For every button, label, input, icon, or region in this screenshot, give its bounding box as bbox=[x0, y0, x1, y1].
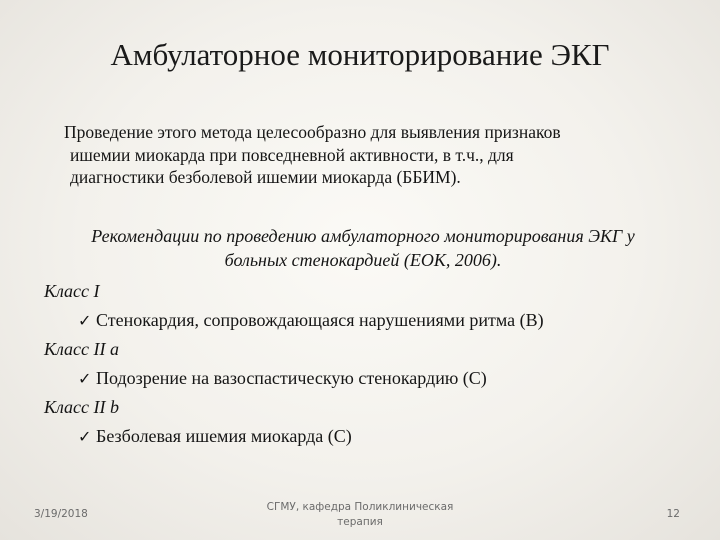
recommendation-line: Рекомендации по проведению амбулаторного мониторирования ЭКГ у bbox=[91, 226, 635, 246]
class-item bbox=[44, 422, 684, 451]
checkmark-icon: ✓ bbox=[78, 369, 92, 388]
class-item bbox=[44, 364, 684, 393]
class-label: Класс I bbox=[44, 281, 100, 301]
class-item bbox=[44, 306, 684, 335]
class-item-text: Безболевая ишемия миокарда (С) bbox=[96, 426, 352, 446]
class-item-text: Стенокардия, сопровождающаяся нарушениями ритма (В) bbox=[96, 310, 544, 330]
class-label: Класс II a bbox=[44, 339, 119, 359]
class-label: Класс II b bbox=[44, 397, 119, 417]
intro-line: Проведение этого метода целесообразно для выявления признаков bbox=[64, 122, 561, 142]
class-list bbox=[44, 277, 684, 451]
recommendation-heading bbox=[38, 224, 688, 272]
footer-organization-line: СГМУ, кафедра Поликлиническая bbox=[266, 501, 454, 513]
footer-organization-line: терапия bbox=[337, 516, 383, 528]
footer-date: 3/19/2018 bbox=[34, 508, 88, 520]
class-item-text: Подозрение на вазоспастическую стенокардию (С) bbox=[96, 368, 487, 388]
checkmark-icon: ✓ bbox=[78, 427, 92, 446]
intro-line: диагностики безболевой ишемии миокарда (ББИМ). bbox=[70, 167, 461, 187]
recommendation-line: больных стенокардией (ЕОК, 2006). bbox=[224, 250, 502, 270]
page-number: 12 bbox=[666, 508, 680, 520]
intro-paragraph bbox=[64, 121, 674, 189]
checkmark-icon: ✓ bbox=[78, 311, 92, 330]
footer-organization bbox=[250, 500, 470, 530]
intro-line: ишемии миокарда при повседневной активности, в т.ч., для bbox=[70, 144, 514, 165]
slide-title: Амбулаторное мониторирование ЭКГ bbox=[110, 37, 610, 72]
